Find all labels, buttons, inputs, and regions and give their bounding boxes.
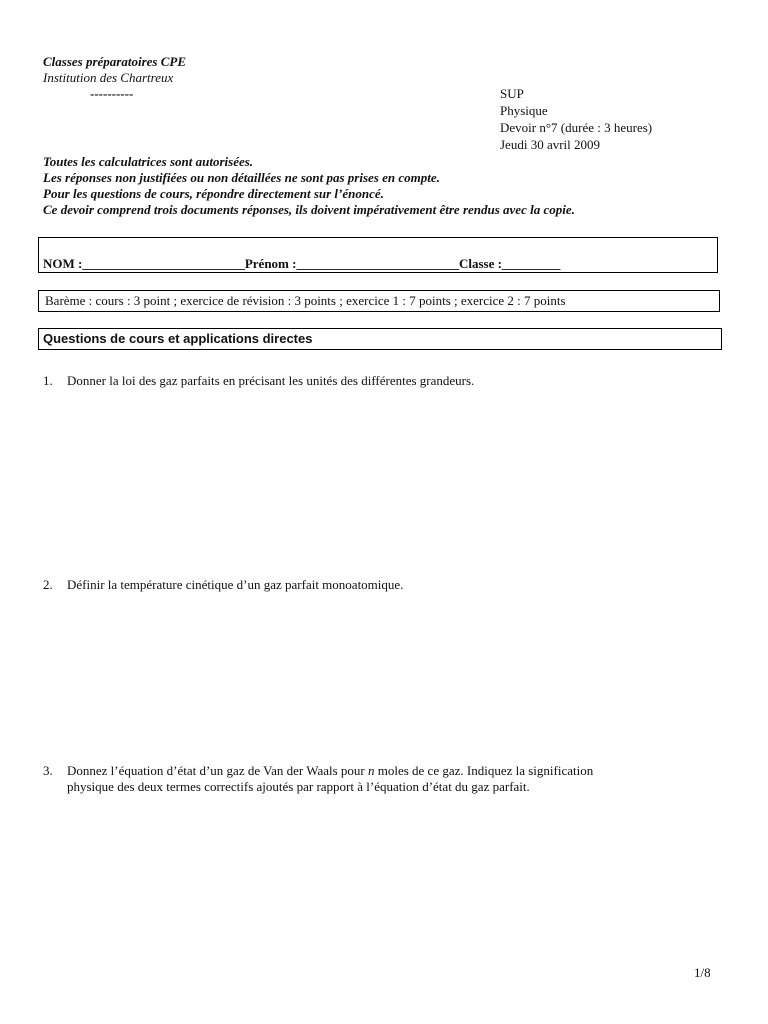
subject: Physique xyxy=(500,103,548,118)
question-number: 2. xyxy=(43,577,53,592)
question-continuation: physique des deux termes correctifs ajoutés par rapport à l’équation d’état du gaz parfait. xyxy=(67,779,530,794)
identity-box xyxy=(38,237,718,273)
instruction-line: Pour les questions de cours, répondre directement sur l’énoncé. xyxy=(43,186,384,201)
class-level: SUP xyxy=(500,86,524,101)
question-number: 3. xyxy=(43,763,53,778)
section-title: Questions de cours et applications directes xyxy=(43,331,313,346)
bareme-box xyxy=(38,290,720,312)
question-2 xyxy=(43,577,743,593)
instruction-line: Toutes les calculatrices sont autorisées. xyxy=(43,154,254,169)
institution-name: Institution des Chartreux xyxy=(43,70,174,85)
section-box xyxy=(38,328,722,350)
page-number: 1/8 xyxy=(694,965,711,980)
question-text: Donnez l’équation d’état d’un gaz de Van der Waals pour xyxy=(67,763,365,778)
variable-n: n xyxy=(367,763,375,778)
question-1 xyxy=(43,373,743,389)
devoir-title: Devoir n°7 (durée : 3 heures) xyxy=(500,120,653,135)
header-dashes: ---------- xyxy=(90,86,134,101)
instruction-line: Ce devoir comprend trois documents réponses, ils doivent impérativement être rendus avec la copie. xyxy=(43,202,575,217)
instruction-line: Les réponses non justifiées ou non détaillées ne sont pas prises en compte. xyxy=(43,170,440,185)
question-number: 1. xyxy=(43,373,53,388)
exam-date: Jeudi 30 avril 2009 xyxy=(500,137,601,152)
question-text: Donner la loi des gaz parfaits en précisant les unités des différentes grandeurs. xyxy=(67,373,475,388)
instructions xyxy=(43,154,743,218)
school-name: Classes préparatoires CPE xyxy=(43,54,187,69)
question-text-after: moles de ce gaz. Indiquez la signification xyxy=(374,763,594,778)
question-text: Définir la température cinétique d’un gaz parfait monoatomique. xyxy=(67,577,404,592)
question-3 xyxy=(43,763,753,795)
bareme-text: Barème : cours : 3 point ; exercice de révision : 3 points ; exercice 1 : 7 points ; exercice 2 : 7 points xyxy=(45,293,566,308)
identity-fields: NOM :_________________________Prénom :_________________________Classe :_________ xyxy=(43,256,561,271)
